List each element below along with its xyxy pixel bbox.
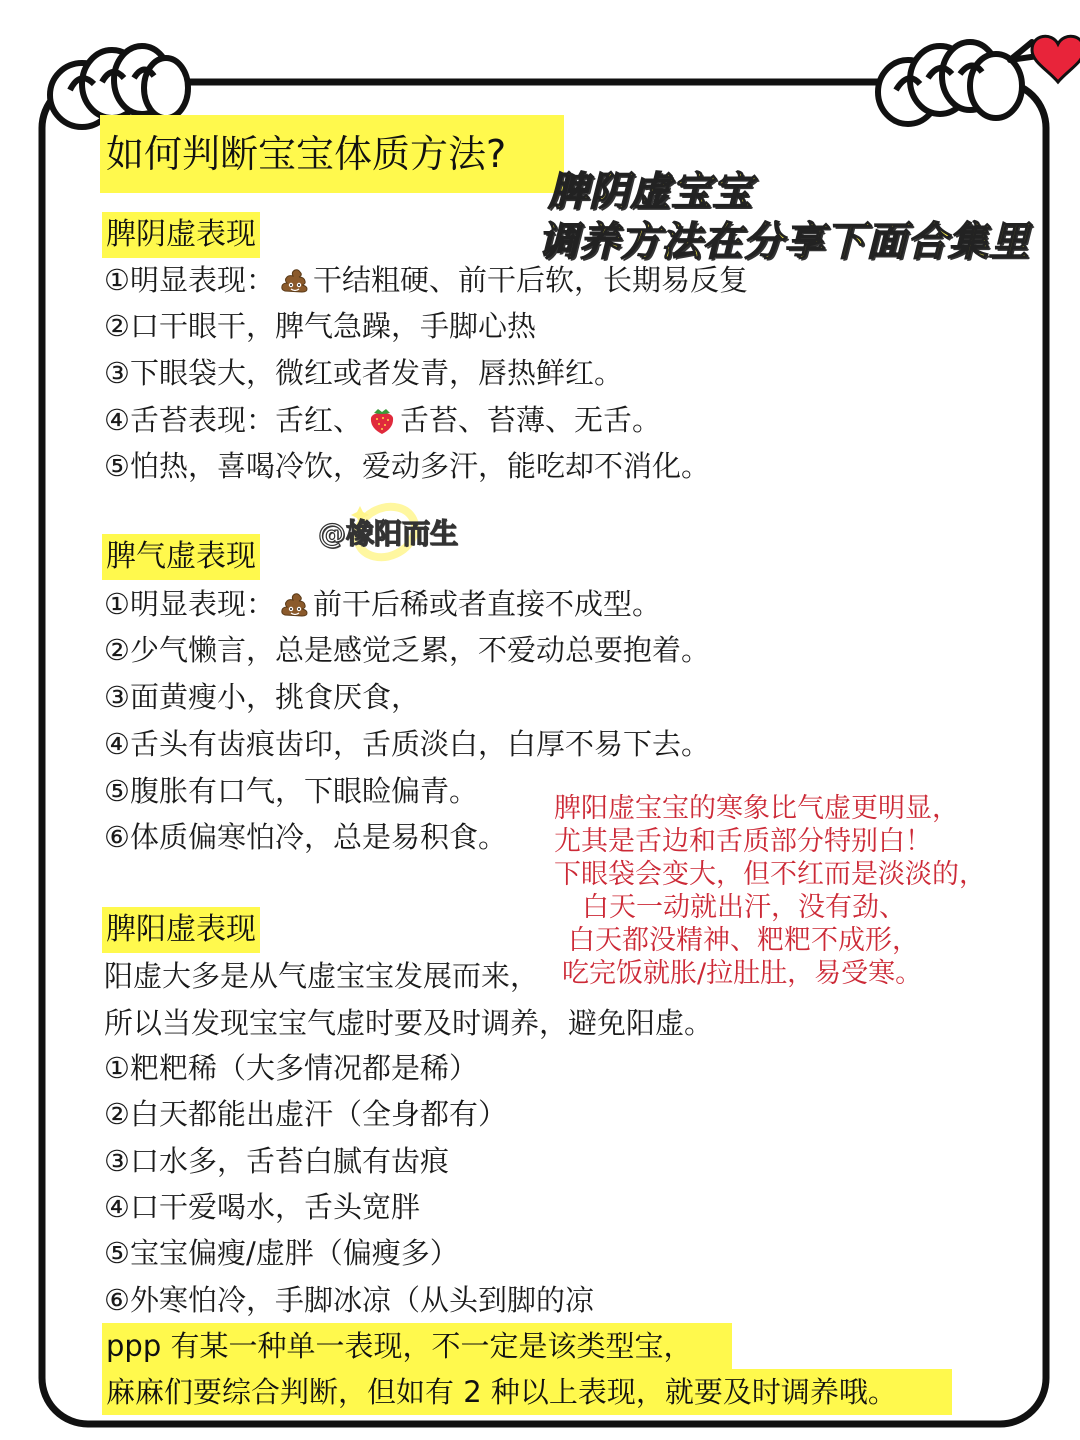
poop-emoji-icon <box>279 588 311 620</box>
section1-line-4 <box>104 398 661 442</box>
section3-line-2: ②白天都能出虚汗（全身都有） <box>104 1097 507 1131</box>
note-line-3: 下眼袋会变大，但不红而是淡淡的， <box>554 859 986 890</box>
heart-icon <box>1032 36 1080 82</box>
promo-line-1: 脾阴虚宝宝 <box>548 169 753 215</box>
poop-emoji-icon <box>279 264 311 296</box>
section3-line-4: ④口干爱喝水，舌头宽胖 <box>104 1190 420 1224</box>
footer-line-2: 麻麻们要综合判断，但如有 2 种以上表现，就要及时调养哦。 <box>102 1369 952 1415</box>
note-line-4: 白天一动就出汗，没有劲、 <box>582 892 906 923</box>
section1-line-4-pre: ④舌苔表现：舌红、 <box>104 403 362 437</box>
section1-line-3: ③下眼袋大，微红或者发青，唇热鲜红。 <box>104 356 623 390</box>
strawberry-emoji-icon <box>366 404 398 436</box>
section1-line-1-post: 干结粗硬、前干后软，长期易反复 <box>313 263 749 297</box>
watermark-handle: @橡阳而生 <box>318 517 459 550</box>
section1-line-1 <box>104 258 748 302</box>
note-line-2: 尤其是舌边和舌质部分特别白！ <box>554 826 932 857</box>
section2-line-1-post: 前干后稀或者直接不成型。 <box>313 587 662 621</box>
footer-line-1: ppp 有某一种单一表现，不一定是该类型宝， <box>102 1323 732 1369</box>
section2-line-3: ③面黄瘦小，挑食厌食， <box>104 680 420 714</box>
section2-line-4: ④舌头有齿痕齿印，舌质淡白，白厚不易下去。 <box>104 727 710 761</box>
note-line-1: 脾阳虚宝宝的寒象比气虚更明显， <box>554 793 959 824</box>
section2-line-6: ⑥体质偏寒怕冷，总是易积食。 <box>104 820 507 854</box>
note-line-6: 吃完饭就胀/拉肚肚，易受寒。 <box>562 958 923 989</box>
section-heading-spleen-yang-deficiency: 脾阳虚表现 <box>102 907 260 953</box>
section3-intro-1: 阳虚大多是从气虚宝宝发展而来， <box>104 959 540 993</box>
note-line-5: 白天都没精神、粑粑不成形， <box>568 925 919 956</box>
section3-line-6: ⑥外寒怕冷，手脚冰凉（从头到脚的凉 <box>104 1283 594 1317</box>
section1-line-1-pre: ①明显表现： <box>104 263 275 297</box>
right-cartoon-hand-icon <box>878 42 1038 124</box>
section3-line-1: ①粑粑稀（大多情况都是稀） <box>104 1051 478 1085</box>
section3-line-5: ⑤宝宝偏瘦/虚胖（偏瘦多） <box>104 1236 459 1270</box>
section2-line-1 <box>104 582 661 626</box>
section3-intro-2: 所以当发现宝宝气虚时要及时调养，避免阳虚。 <box>104 1006 714 1040</box>
section2-line-2: ②少气懒言，总是感觉乏累，不爱动总要抱着。 <box>104 633 710 667</box>
section1-line-2: ②口干眼干，脾气急躁，手脚心热 <box>104 309 536 343</box>
section1-line-4-post: 舌苔、苔薄、无舌。 <box>400 403 662 437</box>
section2-line-5: ⑤腹胀有口气，下眼睑偏青。 <box>104 774 478 808</box>
section1-line-5: ⑤怕热，喜喝冷饮，爱动多汗，能吃却不消化。 <box>104 449 710 483</box>
section3-line-3: ③口水多，舌苔白腻有齿痕 <box>104 1144 449 1178</box>
section2-line-1-pre: ①明显表现： <box>104 587 275 621</box>
section-heading-spleen-yin-deficiency: 脾阴虚表现 <box>102 212 260 258</box>
promo-line-2: 调养方法在分享下面合集里 <box>538 219 1030 265</box>
section-heading-spleen-qi-deficiency: 脾气虚表现 <box>102 534 260 580</box>
page-title: 如何判断宝宝体质方法? <box>100 115 564 193</box>
